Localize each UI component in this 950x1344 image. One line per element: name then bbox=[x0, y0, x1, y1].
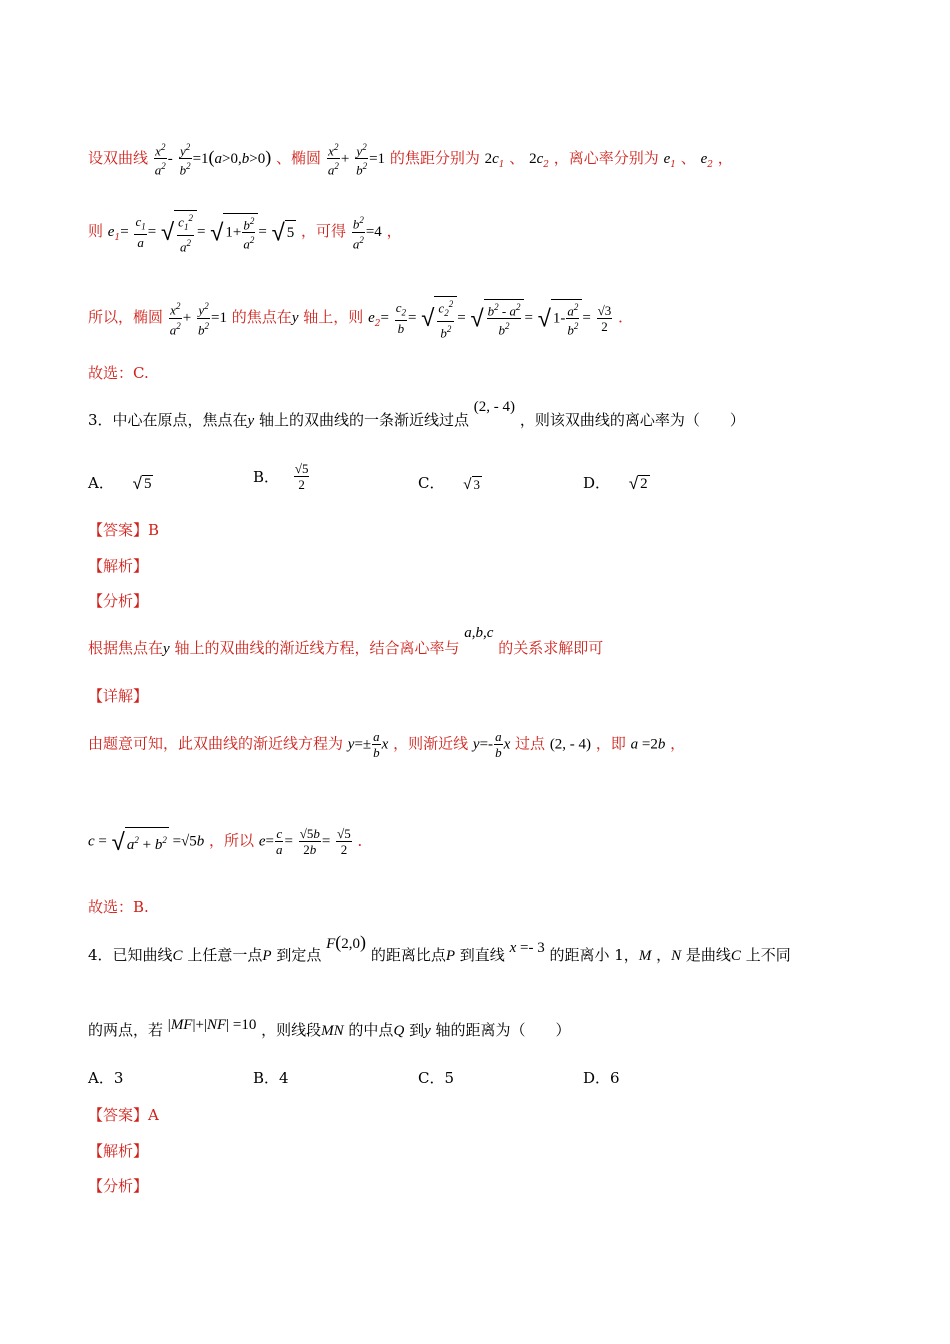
text: 所以，椭圆 bbox=[88, 308, 164, 327]
text: ， bbox=[670, 734, 686, 753]
q3-option-c[interactable]: C． √ 3 bbox=[418, 474, 480, 493]
text: 、 bbox=[509, 148, 525, 167]
option-label: A． bbox=[88, 474, 114, 492]
fraction: $\frac{y^2}{b^2}$ bbox=[356, 142, 368, 178]
text: 3．中心在原点，焦点在 bbox=[88, 411, 248, 429]
q4-answer: 【答案】A bbox=[88, 1106, 159, 1124]
text: ，则渐近线 bbox=[393, 734, 469, 753]
text: ，所以 bbox=[209, 831, 255, 850]
text: 到定点 bbox=[276, 946, 322, 964]
q3-answer: 【答案】B bbox=[88, 521, 160, 539]
fraction: $\frac{y^2}{b^2}$ bbox=[179, 142, 191, 178]
text: 过点 bbox=[515, 734, 546, 753]
text: 的距离比点 bbox=[370, 946, 446, 964]
q4-jiexi: 【解析】 bbox=[88, 1142, 149, 1160]
q4-stem-line-1: 4．已知曲线C 上任意一点P 到定点 F(2,0) 的距离比点P 到直线 x =- 3 的距离小 1，M ，N 是曲线C 上不同 bbox=[88, 932, 791, 964]
fraction: $\frac{x^2}{a^2}$ bbox=[169, 301, 181, 337]
text: 设双曲线 bbox=[88, 148, 149, 167]
option-label: C． bbox=[418, 474, 445, 492]
text: 根据焦点在 bbox=[88, 639, 164, 657]
sqrt: √ 1+ $\frac{b^2}{a^2}$ bbox=[210, 213, 258, 252]
fraction: $\frac{x^2}{a^2}$ bbox=[154, 142, 166, 178]
text: 轴上的双曲线的渐近线方程，结合离心率与 bbox=[174, 639, 460, 657]
text: 的焦距分别为 bbox=[389, 148, 480, 167]
text: ，即 bbox=[595, 734, 626, 753]
q3-option-d[interactable]: D． √ 2 bbox=[583, 474, 648, 494]
text: ，可得 bbox=[301, 222, 347, 241]
q3-fenxi: 【分析】 bbox=[88, 592, 149, 610]
text: 轴上的双曲线的一条渐近线过点 bbox=[259, 411, 470, 429]
q2-solution-line-2: 则 $e_1=$ $\frac{c_1}{a}$ = √ $\frac{c_1^2}{a^2}$ = √ 1+ $\frac{b^2}{a^2}$ = √ 5 ，可得 $\frac{b^2}{a^2}$ =4 ， bbox=[88, 210, 890, 254]
sqrt: √ 5 bbox=[271, 218, 295, 247]
text: ，则线段 bbox=[261, 1021, 322, 1039]
text: ， bbox=[717, 148, 733, 167]
text: ． bbox=[618, 308, 634, 327]
sqrt: √ $\frac{c_1^2}{a^2}$ bbox=[161, 210, 197, 254]
q3-option-a[interactable]: A． √ 5 bbox=[88, 474, 152, 494]
q3-detail-line-1: 由题意可知，此双曲线的渐近线方程为 y=± $\frac{a}{b}$ x ，则渐近线 y=- $\frac{a}{b}$ x 过点 (2, - 4) ，即 a =2b ， bbox=[88, 729, 686, 760]
text: 到 bbox=[409, 1021, 425, 1039]
q3-jiexi: 【解析】 bbox=[88, 557, 149, 575]
text: ， bbox=[656, 946, 672, 964]
q4-fenxi: 【分析】 bbox=[88, 1177, 149, 1195]
fraction: $\frac{x^2}{a^2}$ bbox=[327, 142, 339, 178]
fraction: $\frac{y^2}{b^2}$ bbox=[198, 301, 210, 337]
q4-option-d[interactable]: D．6 bbox=[583, 1069, 620, 1087]
q3-analysis: 根据焦点在y 轴上的双曲线的渐近线方程，结合离心率与 a,b,c 的关系求解即可 bbox=[88, 625, 604, 657]
text: 上任意一点 bbox=[187, 946, 263, 964]
q2-solution-line-3: 所以，椭圆 $\frac{x^2}{a^2}$ + $\frac{y^2}{b^2}$ =1 的焦点在y 轴上，则 $e_2=$ $\frac{c_2}{b}$ = √ $\frac{c_2^2}{b^2}$ = √ $\frac{b^2 - a^2}{b^2}$ = √ 1- $\frac{a^2}{b^2}$ = $\frac{√3}{2}$ ． bbox=[88, 296, 890, 340]
q3-detail-line-2: c = √ $a^2 + b^2 =√5b$ ，所以 e= $\frac{c}{a}$ = $\frac{√5b}{2b}$ = $\frac{√5}{2}$ ． bbox=[88, 826, 373, 857]
text: 轴的距离为（ ） bbox=[435, 1021, 571, 1039]
q2-conclusion: 故选：C. bbox=[88, 364, 149, 382]
text: ， bbox=[386, 222, 402, 241]
option-label: D． bbox=[583, 474, 611, 492]
text: ，则该双曲线的离心率为（ ） bbox=[519, 411, 745, 429]
fraction: $\frac{c_1}{a}$ bbox=[135, 213, 146, 251]
text: 上不同 bbox=[745, 946, 791, 964]
text: 是曲线 bbox=[685, 946, 731, 964]
q3-stem: 3．中心在原点，焦点在y 轴上的双曲线的一条渐近线过点 (2, - 4) ，则该双曲线的离心率为（ ） bbox=[88, 399, 745, 429]
text: 的焦点在 bbox=[231, 308, 292, 327]
text: 、 bbox=[680, 148, 696, 167]
text: ，离心率分别为 bbox=[553, 148, 659, 167]
text: 的中点 bbox=[348, 1021, 394, 1039]
q3-option-b[interactable]: B． $\frac{√5}{2}$ bbox=[253, 461, 309, 492]
fraction: $\frac{b^2}{a^2}$ bbox=[352, 215, 364, 251]
q3-detail-tag: 【详解】 bbox=[88, 687, 149, 705]
q2-solution-line-1: 设双曲线 $\frac{x^2}{a^2}$ - $\frac{y^2}{b^2}$ =1(a>0,b>0) 、椭圆 $\frac{x^2}{a^2}$ + $\frac{y^2}{b^2}$ =1 的焦距分别为 $2c_1$ 、 $2c_2$ ，离心率分别为 $e_1$ 、 $e_2$ ， bbox=[88, 142, 733, 178]
text: 到直线 bbox=[459, 946, 505, 964]
text: 轴上，则 bbox=[303, 308, 364, 327]
text: 则 bbox=[88, 222, 104, 241]
text: 的关系求解即可 bbox=[498, 639, 604, 657]
text: 的两点，若 bbox=[88, 1021, 164, 1039]
text: 、椭圆 bbox=[276, 148, 322, 167]
text: 4．已知曲线 bbox=[88, 946, 173, 964]
q3-conclusion: 故选：B. bbox=[88, 898, 149, 916]
option-label: B． bbox=[253, 468, 280, 486]
q4-option-c[interactable]: C．5 bbox=[418, 1069, 455, 1087]
q4-stem-line-2: 的两点，若 |MF|+|NF| =10 ，则线段MN 的中点Q 到y 轴的距离为（ ） bbox=[88, 1017, 571, 1039]
text: 由题意可知，此双曲线的渐近线方程为 bbox=[88, 734, 344, 753]
text: ． bbox=[357, 831, 373, 850]
text: 的距离小 1， bbox=[549, 946, 639, 964]
q4-option-a[interactable]: A．3 bbox=[88, 1069, 124, 1087]
q4-option-b[interactable]: B．4 bbox=[253, 1069, 289, 1087]
